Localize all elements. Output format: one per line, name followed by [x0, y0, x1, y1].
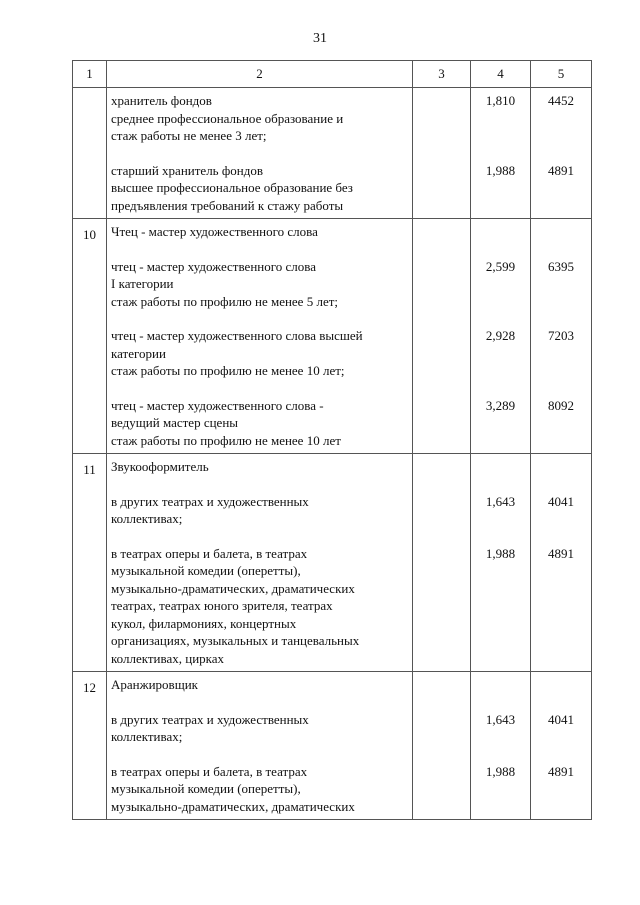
table-header-row — [73, 61, 592, 88]
text-line: музыкально-драматических, драматических — [111, 798, 355, 814]
text-line: в других театрах и художественных — [111, 493, 309, 509]
coefficient-value: 1,643 — [485, 493, 516, 509]
text-line: в театрах оперы и балета, в театрах — [111, 763, 308, 779]
coefficient-value: 3,289 — [485, 397, 516, 413]
coefficient-value: 1,988 — [485, 545, 516, 561]
salary-cell — [531, 219, 592, 454]
text-line: чтец - мастер художественного слова — [111, 258, 316, 274]
position-block — [107, 458, 412, 476]
text-line: стаж работы не менее 3 лет; — [111, 128, 267, 143]
text-line: кукол, филармониях, концертных — [111, 615, 297, 631]
text-line: ведущий мастер сцены — [111, 415, 239, 430]
row-number-cell: 11 — [73, 454, 107, 672]
text-line: старший хранитель фондов — [111, 162, 263, 178]
coefficient-cell — [471, 672, 531, 820]
coefficient-cell — [471, 454, 531, 672]
position-description-cell — [107, 454, 413, 672]
salary-value — [531, 676, 591, 694]
coefficient-value: 1,988 — [485, 763, 516, 779]
salary-cell — [531, 672, 592, 820]
salary-value: 4891 — [548, 545, 574, 561]
salary-value: 4452 — [548, 93, 574, 108]
position-description-cell — [107, 88, 413, 219]
column-header: 3 — [413, 61, 471, 88]
coefficient-cell — [471, 219, 531, 454]
column-3-cell — [413, 672, 471, 820]
column-header: 1 — [73, 61, 107, 88]
row-number-cell: 12 — [73, 672, 107, 820]
position-block — [107, 763, 412, 816]
text-line: хранитель фондов — [111, 93, 212, 108]
table-row — [73, 88, 592, 219]
text-line: чтец - мастер художественного слова высшей — [111, 328, 363, 343]
table-row — [73, 454, 592, 672]
salary-value — [531, 458, 591, 476]
salary-value: 6395 — [548, 258, 574, 274]
text-line: стаж работы по профилю не менее 5 лет; — [111, 293, 339, 309]
coefficient-cell — [471, 88, 531, 219]
text-line: стаж работы по профилю не менее 10 лет; — [111, 363, 345, 378]
position-description-cell — [107, 219, 413, 454]
text-line: Звукооформитель — [111, 459, 209, 474]
table-body — [73, 88, 592, 820]
salary-value: 7203 — [548, 328, 574, 343]
salary-cell — [531, 88, 592, 219]
coefficient-value — [471, 223, 530, 241]
text-line: в театрах оперы и балета, в театрах — [111, 545, 308, 561]
salary-value: 4891 — [548, 162, 574, 178]
column-3-cell — [413, 454, 471, 672]
table-row — [73, 219, 592, 454]
coefficient-value: 2,928 — [485, 328, 516, 343]
text-line: коллективах; — [111, 729, 183, 744]
position-block — [107, 397, 412, 450]
coefficient-value: 1,643 — [485, 711, 516, 727]
text-line: в других театрах и художественных — [111, 711, 309, 727]
column-3-cell — [413, 219, 471, 454]
text-line: категории — [111, 345, 166, 361]
column-header: 4 — [471, 61, 531, 88]
salary-value: 4891 — [548, 763, 574, 779]
text-line: музыкально-драматических, драматических — [111, 580, 355, 596]
position-block — [107, 545, 412, 668]
row-number-cell — [73, 88, 107, 219]
text-line: среднее профессиональное образование и — [111, 110, 344, 126]
position-block — [107, 92, 412, 145]
position-block — [107, 327, 412, 380]
text-line: Чтец - мастер художественного слова — [111, 224, 318, 239]
salary-value: 8092 — [548, 397, 574, 413]
text-line: музыкальной комедии (оперетты), — [111, 781, 301, 796]
text-line: коллективах, цирках — [111, 650, 225, 666]
salary-value: 4041 — [548, 493, 574, 509]
text-line: музыкальной комедии (оперетты), — [111, 563, 301, 578]
column-header: 2 — [107, 61, 413, 88]
text-line: Аранжировщик — [111, 677, 198, 692]
coefficient-value — [471, 676, 530, 694]
salary-table — [72, 60, 592, 820]
row-number-cell: 10 — [73, 219, 107, 454]
coefficient-value — [471, 458, 530, 476]
text-line: чтец - мастер художественного слова - — [111, 397, 324, 413]
text-line: стаж работы по профилю не менее 10 лет — [111, 432, 341, 448]
text-line: коллективах; — [111, 511, 183, 526]
position-block — [107, 711, 412, 746]
coefficient-value: 1,988 — [485, 162, 516, 178]
text-line: I категории — [111, 276, 174, 291]
salary-value: 4041 — [548, 711, 574, 727]
text-line: высшее профессиональное образование без — [111, 180, 353, 195]
table-row — [73, 672, 592, 820]
column-3-cell — [413, 88, 471, 219]
coefficient-value: 1,810 — [485, 93, 516, 108]
column-header: 5 — [531, 61, 592, 88]
position-block — [107, 223, 412, 241]
position-block — [107, 162, 412, 215]
coefficient-value: 2,599 — [485, 258, 516, 274]
page-number: 31 — [313, 31, 327, 46]
salary-value — [531, 223, 591, 241]
text-line: организациях, музыкальных и танцевальных — [111, 633, 360, 648]
text-line: театрах, театрах юного зрителя, театрах — [111, 598, 333, 613]
position-description-cell — [107, 672, 413, 820]
salary-cell — [531, 454, 592, 672]
position-block — [107, 676, 412, 694]
position-block — [107, 258, 412, 311]
text-line: предъявления требований к стажу работы — [111, 197, 344, 213]
position-block — [107, 493, 412, 528]
